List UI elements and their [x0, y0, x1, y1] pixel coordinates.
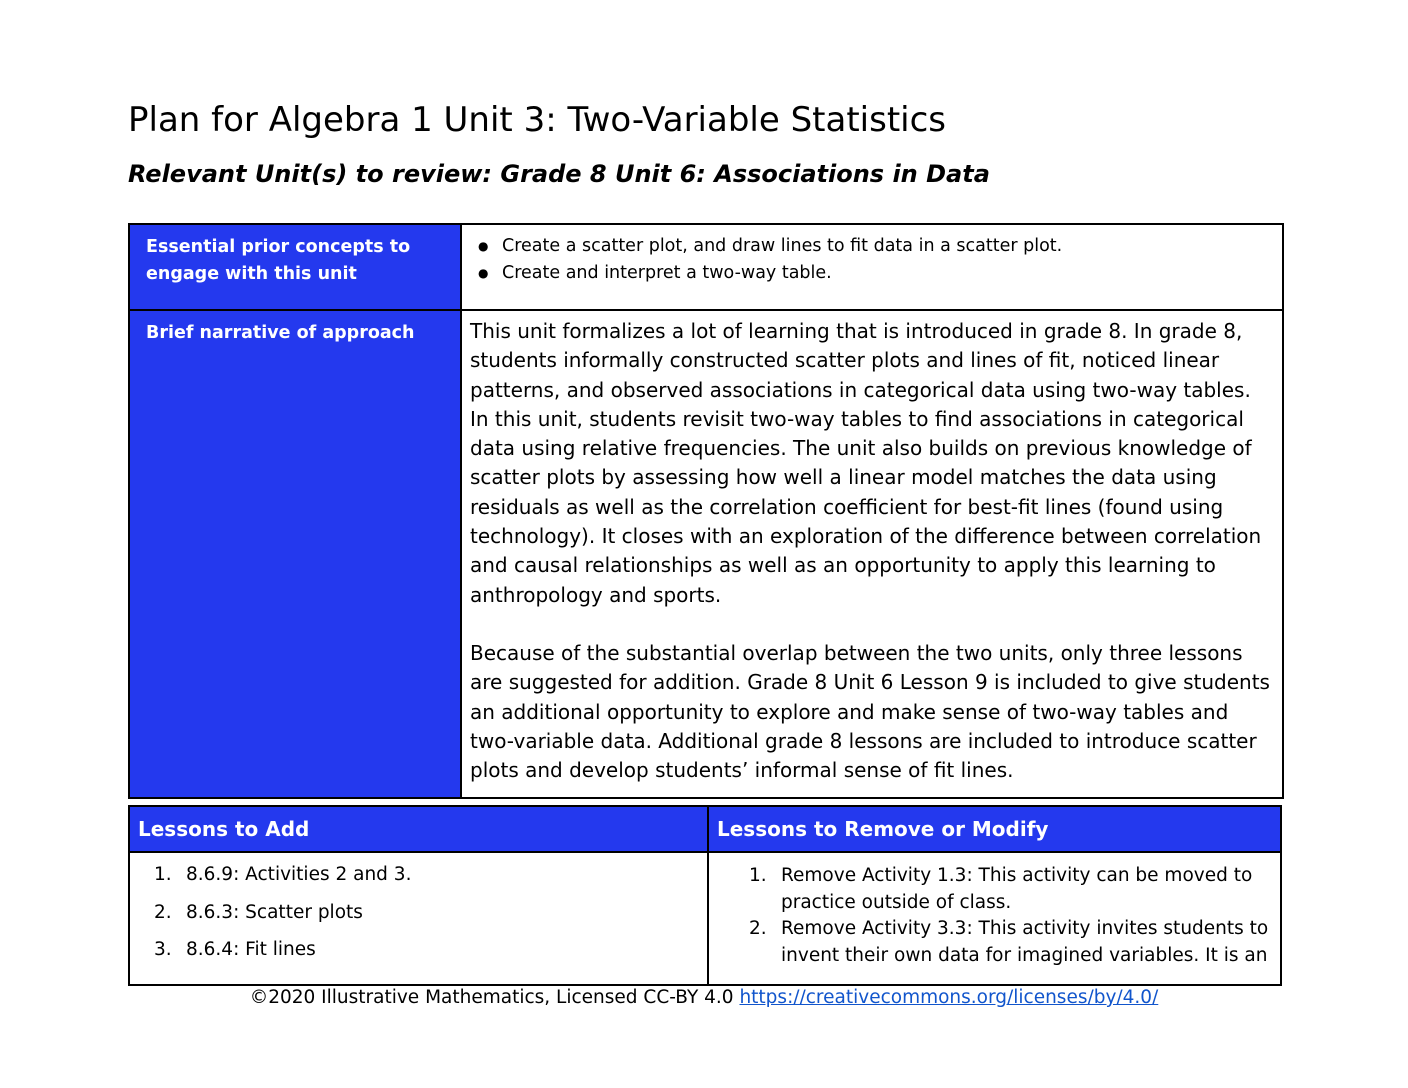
lesson-add-item	[130, 861, 707, 889]
lesson-remove-text: Remove Activity 3.3: This activity invites students to invent their own data for imagined variables. It is an	[781, 918, 1269, 966]
lessons-to-add-header: Lessons to Add	[129, 806, 708, 852]
page-subtitle: Relevant Unit(s) to review: Grade 8 Unit 6: Associations in Data	[128, 160, 990, 188]
list-number: 1.	[154, 864, 172, 885]
lessons-to-remove-cell	[708, 852, 1281, 985]
lessons-to-remove-list	[709, 853, 1280, 969]
unit-plan-table	[128, 223, 1284, 799]
lesson-remove-item	[709, 916, 1280, 969]
lessons-to-add-cell	[129, 852, 708, 985]
prior-concept-item: ● Create and interpret a two-way table.	[478, 260, 1270, 287]
narrative-row	[129, 310, 1283, 798]
page-footer	[0, 985, 1408, 1011]
lessons-to-remove-clip	[709, 853, 1280, 982]
prior-concept-item: ● Create a scatter plot, and draw lines to fit data in a scatter plot.	[478, 233, 1270, 260]
lesson-add-item	[130, 899, 707, 927]
narrative-cell	[461, 310, 1283, 798]
lessons-table	[128, 805, 1282, 986]
prior-concepts-label: Essential prior concepts to engage with this unit	[129, 224, 461, 310]
narrative-paragraph: Because of the substantial overlap between the two units, only three lessons are suggested for addition. Grade 8 Unit 6 Lesson 9 is included to give students an additional opportunity to explore and make sense of two-way tables and two-variable data. Additional grade 8 lessons are included to introduce scatter plots and develop students’ informal sense of fit lines.	[470, 640, 1270, 783]
lessons-body-row	[129, 852, 1281, 985]
license-link[interactable]: https://creativecommons.org/licenses/by/4.0/	[739, 987, 1159, 1008]
lesson-add-text: 8.6.3: Scatter plots	[186, 901, 363, 923]
list-number: 1.	[749, 865, 767, 886]
list-number: 2.	[749, 918, 767, 939]
lesson-remove-item	[709, 863, 1280, 916]
lessons-to-remove-header: Lessons to Remove or Modify	[708, 806, 1281, 852]
list-number: 3.	[154, 939, 172, 960]
lessons-to-add-list	[130, 853, 707, 964]
lesson-add-text: 8.6.9: Activities 2 and 3.	[186, 864, 412, 885]
prior-concepts-row	[129, 224, 1283, 310]
lesson-add-item	[130, 936, 707, 964]
lesson-add-text: 8.6.4: Fit lines	[186, 939, 316, 960]
narrative-label: Brief narrative of approach	[129, 310, 461, 798]
prior-concepts-list	[478, 233, 1270, 287]
lesson-remove-text: Remove Activity 1.3: This activity can be moved to practice outside of class.	[781, 865, 1253, 913]
lessons-header-row	[129, 806, 1281, 852]
list-number: 2.	[154, 901, 172, 923]
license-text: ©2020 Illustrative Mathematics, Licensed CC-BY 4.0	[249, 987, 734, 1008]
narrative-paragraph: This unit formalizes a lot of learning that is introduced in grade 8. In grade 8, students informally constructed scatter plots and lines of fit, noticed linear patterns, and observed associations in categorical data using two-way tables. In this unit, students revisit two-way tables to find associations in categorical data using relative frequencies. The unit also builds on previous knowledge of scatter plots by assessing how well a linear model matches the data using residuals as well as the correlation coefficient for best-fit lines (found using technology). It closes with an exploration of the difference between correlation and causal relationships as well as an opportunity to apply this learning to anthropology and sports.	[470, 319, 1262, 607]
prior-concepts-cell	[461, 224, 1283, 310]
page-title: Plan for Algebra 1 Unit 3: Two-Variable Statistics	[128, 100, 947, 140]
